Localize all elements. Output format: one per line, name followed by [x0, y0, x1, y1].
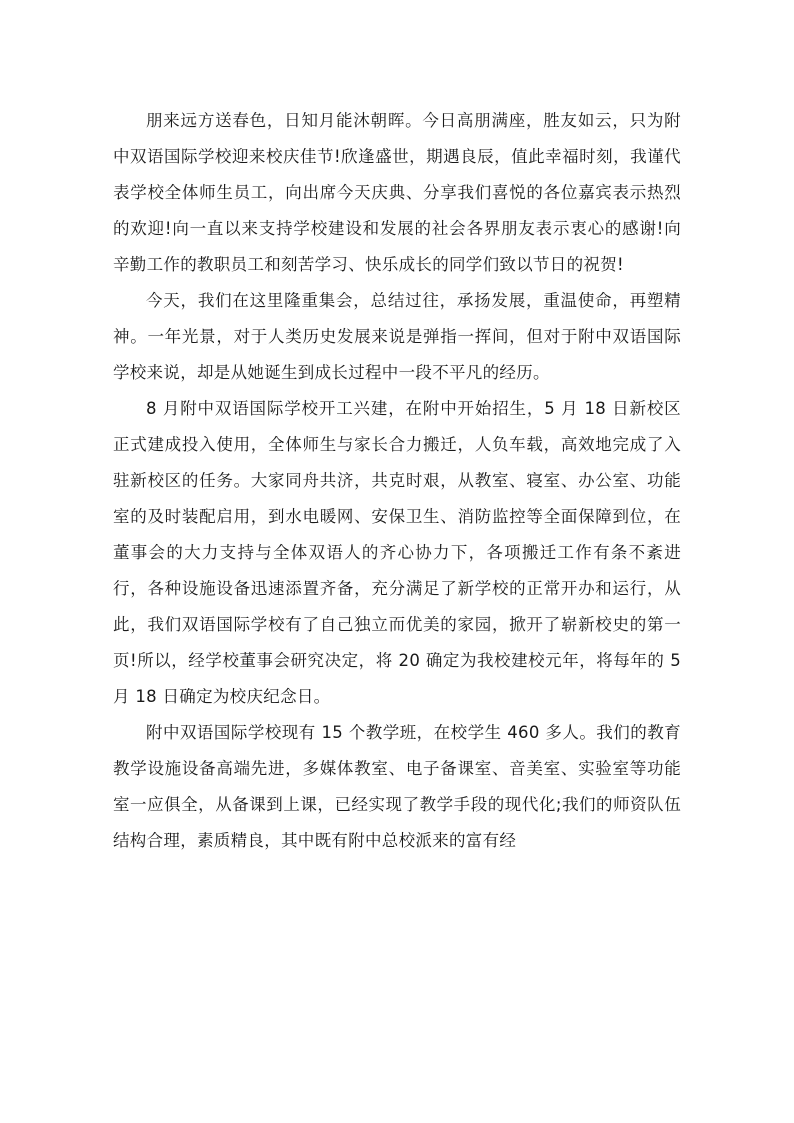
paragraph-welcome: 朋来远方送春色，日知月能沐朝晖。今日高朋满座，胜友如云，只为附中双语国际学校迎来校庆佳节!欣逢盛世，期遇良辰，值此幸福时刻，我谨代表学校全体师生员工，向出席今天庆典、分享我们喜悦的各位嘉宾表示热烈的欢迎!向一直以来支持学校建设和发展的社会各界朋友表示衷心的感谢!向辛勤工作的教职员工和刻苦学习、快乐成长的同学们致以节日的祝贺!: [113, 111, 681, 274]
document-body: [113, 103, 681, 859]
paragraph-current-status: 附中双语国际学校现有 15 个教学班，在校学生 460 多人。我们的教育教学设施设备高端先进，多媒体教室、电子备课室、音美室、实验室等功能室一应俱全，从备课到上课，已经实现了教学手段的现代化;我们的师资队伍结构合理，素质精良，其中既有附中总校派来的富有经: [113, 723, 681, 850]
paragraph-review: 今天，我们在这里隆重集会，总结过往，承扬发展，重温使命，再塑精神。一年光景，对于人类历史发展来说是弹指一挥间，但对于附中双语国际学校来说，却是从她诞生到成长过程中一段不平凡的经历。: [113, 291, 681, 382]
paragraph-founding: 8 月附中双语国际学校开工兴建，在附中开始招生，5 月 18 日新校区正式建成投入使用，全体师生与家长合力搬迁，人负车载，高效地完成了入驻新校区的任务。大家同舟共济，共克时艰，从教室、寝室、办公室、功能室的及时装配启用，到水电暖网、安保卫生、消防监控等全面保障到位，在董事会的大力支持与全体双语人的齐心协力下，各项搬迁工作有条不紊进行，各种设施设备迅速添置齐备，充分满足了新学校的正常开办和运行，从此，我们双语国际学校有了自己独立而优美的家园，掀开了崭新校史的第一页!所以，经学校董事会研究决定，将 20 确定为我校建校元年，将每年的 5 月 18 日确定为校庆纪念日。: [113, 399, 681, 706]
